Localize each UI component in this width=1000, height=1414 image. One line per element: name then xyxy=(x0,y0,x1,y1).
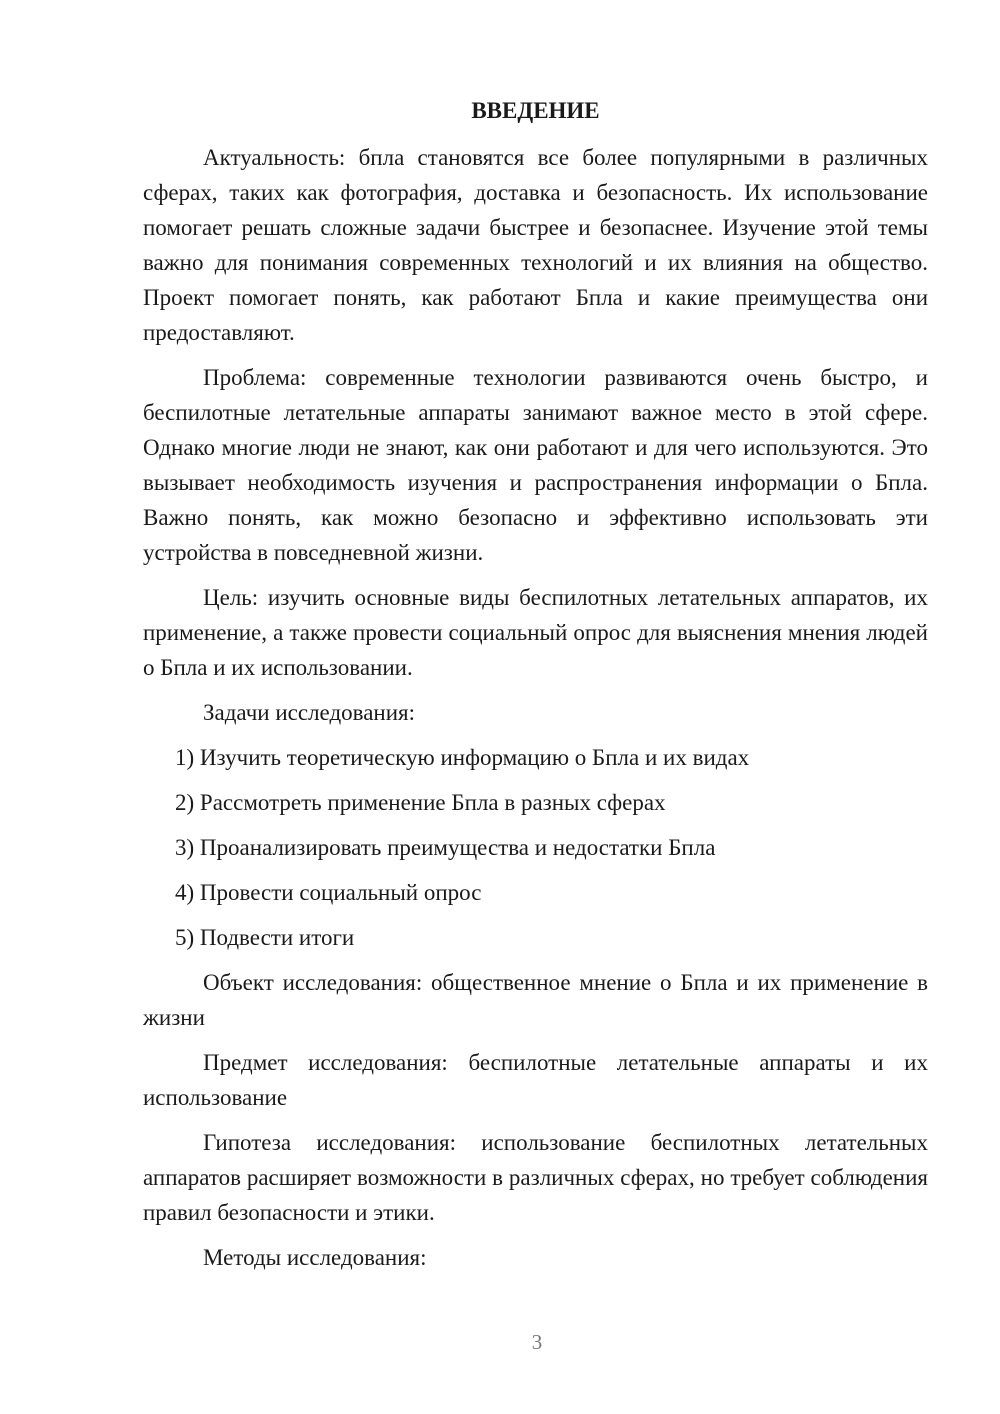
hypothesis-paragraph: Гипотеза исследования: использование беспилотных летательных аппаратов расширяет возможности в различных сферах, но требует соблюдения правил безопасности и этики. xyxy=(143,1130,928,1225)
task-item: 2) Рассмотреть применение Бпла в разных сферах xyxy=(175,790,666,815)
object-paragraph: Объект исследования: общественное мнение о Бпла и их применение в жизни xyxy=(143,970,928,1030)
tasks-list xyxy=(143,740,928,955)
task-item: 3) Проанализировать преимущества и недостатки Бпла xyxy=(175,835,716,860)
page-number: 3 xyxy=(531,1330,543,1354)
tasks-label: Задачи исследования: xyxy=(203,700,416,725)
task-item: 5) Подвести итоги xyxy=(175,925,355,950)
methods-label: Методы исследования: xyxy=(203,1245,427,1270)
section-heading: ВВЕДЕНИЕ xyxy=(471,98,600,123)
goal-paragraph: Цель: изучить основные виды беспилотных летательных аппаратов, их применение, а также провести социальный опрос для выяснения мнения людей о Бпла и их использовании. xyxy=(143,585,928,680)
page-content xyxy=(143,93,928,1285)
task-item: 4) Провести социальный опрос xyxy=(175,880,482,905)
relevance-paragraph: Актуальность: бпла становятся все более популярными в различных сферах, таких как фотография, доставка и безопасность. Их использование помогает решать сложные задачи быстрее и безопаснее. Изучение этой темы важно для понимания современных технологий и их влияния на общество. Проект помогает понять, как работают Бпла и какие преимущества они предоставляют. xyxy=(143,145,928,345)
subject-paragraph: Предмет исследования: беспилотные летательные аппараты и их использование xyxy=(143,1050,928,1110)
problem-paragraph: Проблема: современные технологии развиваются очень быстро, и беспилотные летательные аппараты занимают важное место в этой сфере. Однако многие люди не знают, как они работают и для чего используются. Это вызывает необходимость изучения и распространения информации о Бпла. Важно понять, как можно безопасно и эффективно использовать эти устройства в повседневной жизни. xyxy=(143,365,928,565)
task-item: 1) Изучить теоретическую информацию о Бпла и их видах xyxy=(175,745,750,770)
